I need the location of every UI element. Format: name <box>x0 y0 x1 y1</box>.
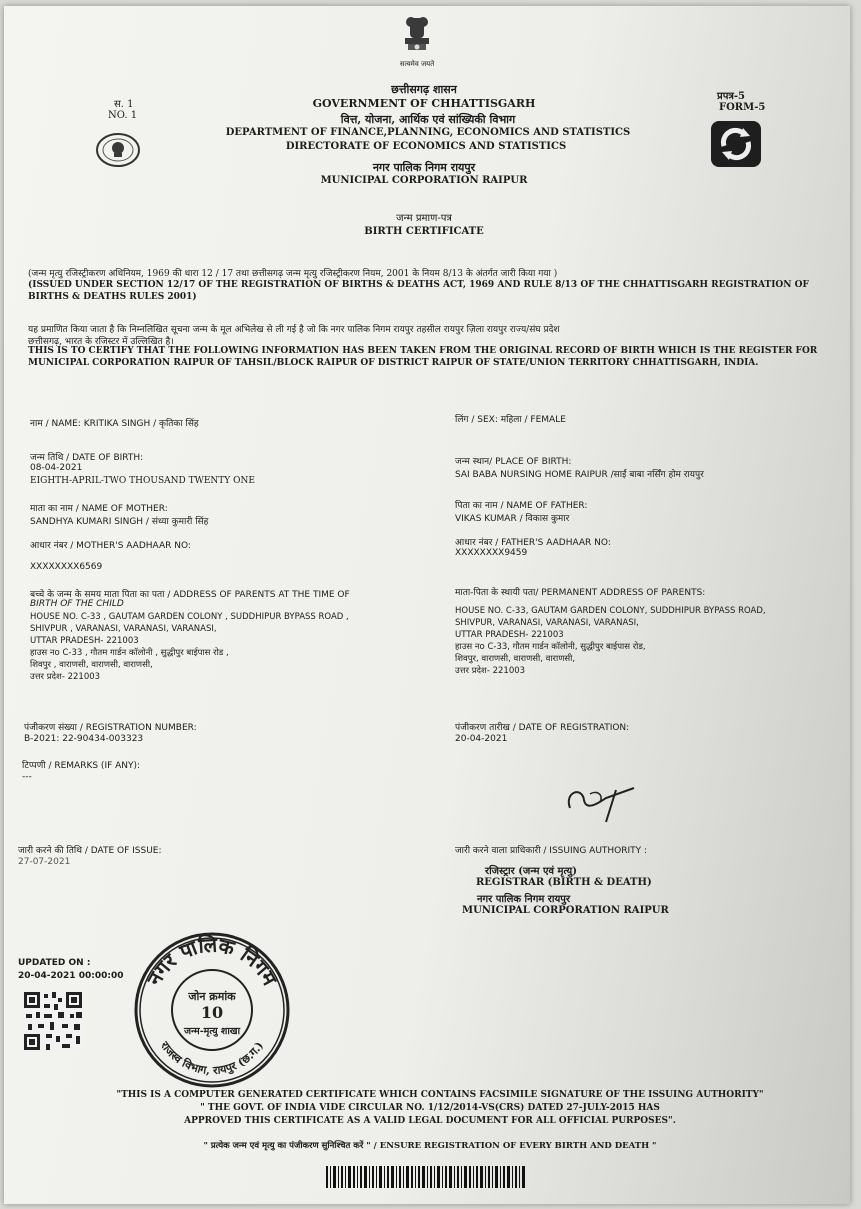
government-name: GOVERNMENT OF CHHATTISGARH <box>312 97 536 110</box>
registration-number-value: B-2021: 22-90434-003323 <box>24 734 144 744</box>
department-hindi: वित्त, योजना, आर्थिक एवं सांख्यिकी विभाग <box>340 113 516 126</box>
address-line: SHIVPUR, VARANASI, VARANASI, VARANASI, <box>455 618 639 628</box>
municipal-seal-stamp <box>132 930 292 1090</box>
place-of-birth-value: SAI BABA NURSING HOME RAIPUR /साईं बाबा नर्सिंग होम रायपुर <box>455 470 704 480</box>
mother-name-value: SANDHYA KUMARI SINGH / संध्या कुमारी सिंह <box>30 517 209 527</box>
registration-slogan: " प्रत्येक जन्म एवं मृत्यु का पंजीकरण सुनिश्चित करें " / ENSURE REGISTRATION OF EVERY BIRTH AND DEATH " <box>203 1141 657 1151</box>
certify-hindi-line-1: यह प्रमाणित किया जाता है कि निम्नलिखित सूचना जन्म के मूल अभिलेख से ली गई है जो कि नगर पालिक निगम रायपुर तहसील रायपुर ज़िला रायपुर राज्य/संघ प्रदेश <box>28 325 560 335</box>
form-number: FORM-5 <box>719 102 766 113</box>
qr-code <box>22 990 84 1052</box>
place-of-birth-label: जन्म स्थान/ PLACE OF BIRTH: <box>455 457 572 467</box>
father-aadhaar-label: आधार नंबर / FATHER'S AADHAAR NO: <box>455 538 611 548</box>
crs-logo-icon <box>710 120 762 168</box>
address-line: HOUSE NO. C-33 , GAUTAM GARDEN COLONY , SUDDHIPUR BYPASS ROAD , <box>30 612 349 622</box>
certify-line-2: MUNICIPAL CORPORATION RAIPUR OF TAHSIL/BLOCK RAIPUR OF DISTRICT RAIPUR OF STATE/UNION TERRITORY CHHATTISGARH, INDIA. <box>28 358 759 368</box>
dob-value: 08-04-2021 <box>30 463 83 473</box>
sex-label: लिंग / SEX: <box>455 415 498 425</box>
address-line: शिवपुर, वाराणसी, वाराणसी, वाराणसी, <box>455 654 576 664</box>
seal-zone-number: 10 <box>200 1003 224 1022</box>
certify-line-1: THIS IS TO CERTIFY THAT THE FOLLOWING INFORMATION HAS BEEN TAKEN FROM THE ORIGINAL RECORD OF BIRTH WHICH IS THE REGISTER FOR <box>28 346 818 356</box>
registrar-corporation: MUNICIPAL CORPORATION RAIPUR <box>462 905 669 916</box>
svg-text:नगर पालिक निगम <box>141 932 282 990</box>
father-name-value: VIKAS KUMAR / विकास कुमार <box>455 514 570 524</box>
corporation-hindi: नगर पालिक निगम रायपुर <box>372 161 476 174</box>
certificate-title: BIRTH CERTIFICATE <box>364 226 484 237</box>
computer-generated-note: "THIS IS A COMPUTER GENERATED CERTIFICATE WHICH CONTAINS FACSIMILE SIGNATURE OF THE ISSUING AUTHORITY" <box>116 1090 764 1100</box>
emblem-motto: सत्यमेव जयते <box>399 60 435 68</box>
sex-value: महिला / FEMALE <box>500 415 566 425</box>
issue-date-value: 27-07-2021 <box>18 857 71 867</box>
sex-row <box>455 412 566 425</box>
address-line: HOUSE NO. C-33, GAUTAM GARDEN COLONY, SUDDHIPUR BYPASS ROAD, <box>455 606 766 616</box>
seal-outer-text: नगर पालिक निगम <box>141 932 283 990</box>
permanent-address-label: माता-पिता के स्थायी पता/ PERMANENT ADDRESS OF PARENTS: <box>455 588 706 598</box>
state-emblem-icon <box>397 14 437 62</box>
number-label: NO. 1 <box>108 110 138 121</box>
father-aadhaar-value: XXXXXXXX9459 <box>455 548 528 558</box>
certify-hindi-line-2: छत्तीसगढ़, भारत के रजिस्टर में उल्लिखित है। <box>28 337 174 347</box>
address-line: उत्तर प्रदेश- 221003 <box>455 666 526 676</box>
remarks-value: --- <box>22 772 32 782</box>
issuing-authority-label: जारी करने वाला प्राधिकारी / ISSUING AUTHORITY : <box>455 846 648 856</box>
dob-in-words: EIGHTH-APRIL-TWO THOUSAND TWENTY ONE <box>30 476 255 486</box>
name-label: नाम / NAME: <box>30 419 81 429</box>
address-line: हाउस नo C-33 , गौतम गार्डन कॉलोनी , सुद्धीपुर बाईपास रोड , <box>30 648 229 658</box>
registrar-corporation-hindi: नगर पालिक निगम रायपुर <box>477 894 571 905</box>
seal-office: जन्म-मृत्यु शाखा <box>183 1026 241 1037</box>
dob-label: जन्म तिथि / DATE OF BIRTH: <box>30 453 144 463</box>
issued-under-line-1: (ISSUED UNDER SECTION 12/17 OF THE REGISTRATION OF BIRTHS & DEATHS ACT, 1969 AND RULE 8/13 OF THE CHHATTISGARH REGISTRATION OF <box>28 280 809 290</box>
corporation-name: MUNICIPAL CORPORATION RAIPUR <box>320 175 528 186</box>
address-at-birth-label-2: BIRTH OF THE CHILD <box>30 599 124 609</box>
updated-on-value: 20-04-2021 00:00:00 <box>18 971 124 981</box>
address-line: शिवपुर , वाराणसी, वाराणसी, वाराणसी, <box>30 660 153 670</box>
legal-document-note: APPROVED THIS CERTIFICATE AS A VALID LEGAL DOCUMENT FOR ALL OFFICIAL PURPOSES". <box>184 1116 676 1126</box>
issued-under-hindi: (जन्म मृत्यु रजिस्ट्रीकरण अधिनियम, 1969 की धारा 12 / 17 तथा छत्तीसगढ़ जन्म मृत्यु रजिस्ट्रीकरण नियम, 2001 के नियम 8/13 के अंतर्गत जारी किया गया ) <box>28 269 558 279</box>
father-name-label: पिता का नाम / NAME OF FATHER: <box>455 501 588 511</box>
certificate-title-hindi: जन्म प्रमाण-पत्र <box>396 213 452 224</box>
address-line: SHIVPUR , VARANASI, VARANASI, VARANASI, <box>30 624 217 634</box>
registration-date-label: पंजीकरण तारीख / DATE OF REGISTRATION: <box>455 723 630 733</box>
mother-name-label: माता का नाम / NAME OF MOTHER: <box>30 504 168 514</box>
address-line: UTTAR PRADESH- 221003 <box>30 636 139 646</box>
issued-under-line-2: BIRTHS & DEATHS RULES 2001) <box>28 292 197 302</box>
name-value: KRITIKA SINGH / कृतिका सिंह <box>83 419 199 429</box>
barcode <box>326 1166 526 1188</box>
form-number-hindi: प्रपत्र-5 <box>717 91 745 102</box>
permanent-address <box>455 605 766 677</box>
government-hindi: छत्तीसगढ़ शासन <box>391 83 457 96</box>
registration-date-value: 20-04-2021 <box>455 734 508 744</box>
seal-bottom-text: राजस्व विभाग, रायपुर (छ.ग.) <box>157 1039 267 1078</box>
address-at-birth <box>30 611 349 683</box>
registrar-signature <box>560 772 640 828</box>
number-hindi: स. 1 <box>114 99 134 110</box>
address-line: हाउस नo C-33, गौतम गार्डन कॉलोनी, सुद्धीपुर बाईपास रोड, <box>455 642 646 652</box>
mother-aadhaar-label: आधार नंबर / MOTHER'S AADHAAR NO: <box>30 541 191 551</box>
address-at-birth-label: बच्चे के जन्म के समय माता पिता का पता / ADDRESS OF PARENTS AT THE TIME OF <box>30 590 350 600</box>
seal-zone-label: जोन क्रमांक <box>188 990 236 1003</box>
remarks-label: टिप्पणी / REMARKS (IF ANY): <box>22 761 141 771</box>
directorate-name: DIRECTORATE OF ECONOMICS AND STATISTICS <box>285 141 567 152</box>
department-name: DEPARTMENT OF FINANCE,PLANNING, ECONOMICS AND STATISTICS <box>225 127 631 138</box>
issue-date-label: जारी करने की तिथि / DATE OF ISSUE: <box>18 846 162 856</box>
registration-number-label: पंजीकरण संख्या / REGISTRATION NUMBER: <box>24 723 197 733</box>
address-line: उत्तर प्रदेश- 221003 <box>30 672 101 682</box>
mother-aadhaar-value: XXXXXXXX6569 <box>30 562 103 572</box>
seal-logo-icon <box>95 132 141 168</box>
address-line: UTTAR PRADESH- 221003 <box>455 630 564 640</box>
updated-on-label: UPDATED ON : <box>18 958 91 968</box>
circular-note: " THE GOVT. OF INDIA VIDE CIRCULAR NO. 1/12/2014-VS(CRS) DATED 27-JULY-2015 HAS <box>200 1103 660 1113</box>
registrar-title: REGISTRAR (BIRTH & DEATH) <box>476 877 652 888</box>
registrar-hindi: रजिस्ट्रार (जन्म एवं मृत्यु) <box>485 866 577 877</box>
name-row <box>30 416 199 429</box>
